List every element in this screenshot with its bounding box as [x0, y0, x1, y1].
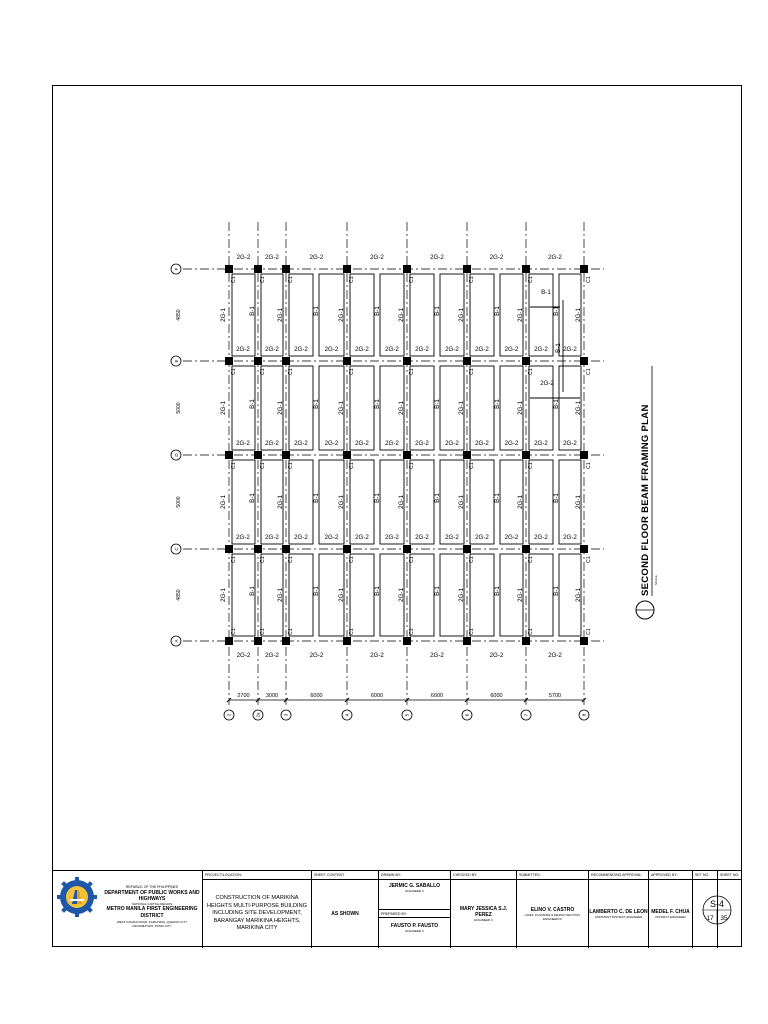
girder-label: 2G-2	[355, 440, 369, 447]
column	[463, 357, 471, 365]
girder-label: 2G-2	[385, 440, 399, 447]
column	[225, 451, 233, 459]
girder-label: 2G-1	[575, 495, 582, 509]
beam-label: B-1	[494, 493, 501, 503]
girder-label: 2G-1	[575, 308, 582, 322]
girder-label: 2G-2	[294, 440, 308, 447]
column-label: C1	[231, 628, 237, 635]
girder-label: 2G-2	[430, 254, 444, 261]
column-label: C1	[469, 628, 475, 635]
submitted-name: ELINO V. CASTRO	[530, 907, 575, 913]
column	[403, 637, 411, 645]
column-label: C1	[231, 556, 237, 563]
column-label: C1	[469, 368, 475, 375]
checked-header: CHECKED BY:	[451, 871, 516, 880]
girder-label: 2G-2	[309, 652, 324, 659]
column-label: C1	[528, 368, 534, 375]
checked-position: ENGINEER II	[474, 918, 493, 922]
column-label: C1	[409, 276, 415, 283]
column-label: C1	[288, 556, 294, 563]
beam-label: B-1	[313, 399, 320, 409]
beam-panel	[529, 366, 553, 450]
girder-label: 2G-1	[517, 588, 524, 602]
girder-label: 2G-2	[534, 534, 548, 541]
grid-bubble-col-label: 5	[404, 713, 410, 717]
girder-label: 2G-2	[385, 346, 399, 353]
girder-label: 2G-2	[324, 534, 339, 541]
girder-label: 2G-2	[504, 346, 519, 353]
agency-region: NATIONAL CAPITAL REGION	[131, 902, 173, 906]
girder-label: 2G-1	[338, 588, 345, 602]
column-label: C1	[586, 462, 592, 469]
girder-label: 2G-2	[265, 440, 279, 447]
column	[580, 265, 588, 273]
column	[282, 357, 290, 365]
column-label: C1	[231, 462, 237, 469]
column-label: C1	[260, 462, 266, 469]
dimension-x-label: 6000	[430, 693, 444, 699]
column-label: C1	[586, 556, 592, 563]
girder-label: 2G-2	[548, 652, 562, 659]
column-label: C1	[586, 628, 592, 635]
approved-cell	[648, 871, 692, 948]
agency-address-2: INFORMATION: PASIG CITY	[132, 924, 172, 928]
column-label: C1	[349, 368, 355, 375]
girder-label: 2G-2	[309, 254, 324, 261]
grid-bubble-row-label: E	[174, 359, 179, 363]
sheet-total: 35	[720, 915, 728, 922]
column	[403, 545, 411, 553]
dimension-x-label: 3000	[265, 693, 279, 699]
column	[522, 637, 530, 645]
submitted-position: CHIEF, PLANNING & DESIGN SECTION, ENGINEER III	[524, 913, 581, 921]
girder-label: 2G-2	[265, 534, 279, 541]
girder-label: 2G-2	[489, 254, 504, 261]
sheet-content-cell	[311, 871, 378, 948]
girder-label: 2G-2	[236, 652, 251, 659]
beam-panel	[410, 554, 434, 636]
girder-label: 2G-1	[277, 308, 284, 322]
girder-label: 2G-1	[517, 308, 524, 322]
column-label: C1	[260, 556, 266, 563]
grid-bubble-row-label: F	[174, 267, 179, 271]
column	[463, 637, 471, 645]
beam-label: B-1	[494, 306, 501, 316]
column	[580, 357, 588, 365]
column	[254, 451, 262, 459]
girder-label: 2G-1	[220, 401, 227, 415]
column	[343, 265, 351, 273]
girder-label: 2G-1	[575, 401, 582, 415]
girder-label: 2G-2	[563, 440, 577, 447]
girder-label: 2G-1	[338, 495, 345, 509]
dimension-y-label: 4850	[176, 589, 182, 601]
column-label: C1	[528, 628, 534, 635]
column-label: C1	[288, 368, 294, 375]
beam-label: B-1	[374, 306, 381, 316]
girder-label: 2G-1	[220, 495, 227, 509]
beam-panel	[470, 274, 494, 356]
column	[225, 357, 233, 365]
column	[343, 637, 351, 645]
dimension-x-label: 2700	[237, 693, 250, 699]
submitted-cell	[516, 871, 588, 948]
girder-label: 2G-1	[277, 495, 284, 509]
column-label: C1	[288, 628, 294, 635]
girder-label: 2G-2	[415, 440, 429, 447]
girder-label: 2G-1	[458, 588, 465, 602]
column	[580, 545, 588, 553]
column-label: C1	[260, 628, 266, 635]
column	[254, 265, 262, 273]
girder-label: 2G-2	[236, 254, 251, 261]
column-label: C1	[231, 276, 237, 283]
girder-label: 2G-1	[277, 401, 284, 415]
beam-panel	[289, 460, 313, 544]
grid-bubble-col-label: 7	[523, 713, 529, 717]
column	[225, 637, 233, 645]
beam-panel	[289, 366, 313, 450]
beam-panel	[529, 460, 553, 544]
girder-label: 2G-2	[370, 652, 384, 659]
column-label: C1	[409, 368, 415, 375]
drawn-position: ENGINEER II	[405, 889, 424, 893]
column	[403, 357, 411, 365]
plan-title-group	[636, 366, 658, 619]
girder-label: 2G-2	[370, 254, 384, 261]
beam-panel	[410, 460, 434, 544]
beam-panel	[289, 274, 313, 356]
approved-header: APPROVED BY:	[649, 871, 692, 880]
checked-cell	[450, 871, 516, 948]
approved-position: DISTRICT ENGINEER	[655, 915, 686, 919]
girder-label: 2G-2	[415, 534, 429, 541]
column	[282, 451, 290, 459]
submitted-header: SUBMITTED:	[517, 871, 588, 880]
project-header: PROJECT/LOCATION:	[203, 871, 311, 880]
beam-panel	[470, 554, 494, 636]
girder-label: 2G-1	[398, 495, 405, 509]
sheet-index: 17	[706, 915, 714, 922]
grid-bubble-col-label: 4	[344, 713, 350, 717]
dimension-y-label: 5000	[176, 496, 182, 508]
girder-label: 2G-2	[236, 440, 250, 447]
column-label: C1	[528, 276, 534, 283]
dimension-lines	[227, 693, 586, 702]
column	[463, 451, 471, 459]
grid-bubble-col-label: 8	[581, 713, 587, 717]
column	[522, 265, 530, 273]
girder-label: 2G-2	[445, 534, 459, 541]
approved-name: MEDEL F. CHUA	[651, 909, 690, 915]
sheet-no-header: SHEET NO.	[718, 871, 742, 880]
column-label: C1	[409, 556, 415, 563]
girder-label: 2G-2	[294, 534, 308, 541]
agency-republic: REPUBLIC OF THE PHILIPPINES	[125, 885, 179, 889]
column	[254, 637, 262, 645]
prepared-header: PREPARED BY:	[379, 909, 450, 918]
beam-label: B-1	[555, 343, 562, 353]
prepared-name: FAUSTO P. FAUSTO	[390, 923, 439, 929]
drawn-prepared-cell	[378, 871, 450, 948]
beam-label: B-1	[434, 306, 441, 316]
column	[463, 545, 471, 553]
girder-label: 2G-2	[548, 254, 562, 261]
beam-label: B-1	[553, 586, 560, 596]
girder-label: 2G-2	[504, 440, 519, 447]
grid-bubble-col-label: 2	[226, 713, 232, 717]
girder-label: 2G-1	[398, 588, 405, 602]
beam-panel	[289, 554, 313, 636]
beam-label: B-1	[249, 399, 256, 409]
set-no-header: SET NO.	[693, 871, 717, 880]
girder-label: 2G-2	[563, 346, 577, 353]
girder-label: 2G-2	[265, 346, 279, 353]
girder-label: 2G-2	[415, 346, 429, 353]
girder-label: 2G-1	[575, 588, 582, 602]
beam-label: B-1	[313, 586, 320, 596]
beam-label: B-1	[249, 493, 256, 503]
girder-label: 2G-2	[445, 346, 459, 353]
girder-label: 2G-2	[324, 346, 339, 353]
girder-label: 2G-2	[430, 652, 444, 659]
beam-label: B-1	[374, 586, 381, 596]
girder-label: 2G-2	[563, 534, 577, 541]
grid-bubble-row-label: A	[174, 639, 179, 643]
sheet-content-text: AS SHOWN	[331, 911, 359, 917]
plan-title: SECOND FLOOR BEAM FRAMING PLAN	[640, 404, 651, 596]
dimension-x-label: 6000	[370, 693, 384, 699]
girder-label: 2G-2	[294, 346, 308, 353]
girder-label: 2G-1	[517, 495, 524, 509]
column-label: C1	[586, 368, 592, 375]
beam-label: B-1	[494, 586, 501, 596]
girder-label: 2G-2	[534, 440, 548, 447]
beam-label: B-1	[553, 306, 560, 316]
column-label: C1	[469, 462, 475, 469]
column	[343, 545, 351, 553]
beam-panel	[410, 274, 434, 356]
column	[522, 451, 530, 459]
column-label: C1	[288, 462, 294, 469]
beam-label: B-1	[494, 399, 501, 409]
beam-label: B-1	[249, 306, 256, 316]
column-label: C1	[528, 462, 534, 469]
sheet-content-header: SHEET CONTENT	[312, 871, 378, 880]
grid-bubble-row-label: D	[174, 453, 179, 457]
girder-label: 2G-1	[458, 401, 465, 415]
girder-label: 2G-2	[385, 534, 399, 541]
column	[522, 545, 530, 553]
girder-label: 2G-2	[236, 534, 250, 541]
column-label: C1	[586, 276, 592, 283]
project-text: CONSTRUCTION OF MARIKINA HEIGHTS MULTI-PURPOSE BUILDING INCLUDING SITE DEVELOPMENT, BARANGAY MARIKINA HEIGHTS, MARIKINA CITY	[207, 895, 307, 932]
title-block	[52, 870, 742, 947]
column	[282, 265, 290, 273]
recommending-header: RECOMMENDING APPROVAL:	[589, 871, 648, 880]
girder-label: 2G-1	[517, 401, 524, 415]
recommending-cell	[588, 871, 648, 948]
agency-address-1: WEST KAMIAS ROAD, KAMUNING, QUEZON CITY	[116, 920, 188, 924]
girder-label: 2G-2	[504, 534, 519, 541]
girder-label: 2G-1	[398, 401, 405, 415]
beam-label: B-1	[249, 586, 256, 596]
column-label: C1	[528, 556, 534, 563]
girder-label: 2G-2	[324, 440, 339, 447]
beam-label: B-1	[434, 493, 441, 503]
girder-label: 2G-1	[398, 308, 405, 322]
column-label: C1	[349, 276, 355, 283]
column-label: C1	[231, 368, 237, 375]
project-cell	[202, 871, 311, 948]
beam-panel	[350, 274, 374, 356]
girder-label: 2G-2	[265, 652, 279, 659]
beam-panel	[350, 460, 374, 544]
column	[225, 545, 233, 553]
girder-label: 2G-2	[355, 534, 369, 541]
checked-name: MARY JESSICA S.J. PEREZ	[459, 906, 508, 918]
girder-label: 2G-1	[220, 308, 227, 322]
beam-label: B-1	[434, 399, 441, 409]
recommending-position: ASSISTANT DISTRICT ENGINEER	[594, 915, 643, 919]
column-label: C1	[409, 462, 415, 469]
sheet-code: S-4	[709, 899, 725, 909]
beam-panel	[350, 366, 374, 450]
grid-bubble-col-label: 3	[283, 713, 289, 717]
beam-panel	[529, 274, 553, 356]
girder-label: 2G-2	[445, 440, 459, 447]
girder-label: 2G-2	[236, 346, 250, 353]
prepared-position: ENGINEER II	[405, 929, 424, 933]
beam-label: B-1	[374, 399, 381, 409]
dimension-y-label: 5000	[176, 402, 182, 414]
column-label: C1	[469, 276, 475, 283]
dimension-x-label: 5700	[548, 693, 562, 699]
girder-label: 2G-2	[265, 254, 279, 261]
agency-district: METRO MANILA FIRST ENGINEERING DISTRICT	[106, 906, 198, 919]
column	[463, 265, 471, 273]
column	[343, 357, 351, 365]
dpwh-seal-icon	[57, 877, 97, 917]
dimension-x-label: 6000	[490, 693, 503, 699]
sheet-number-badge	[692, 880, 742, 948]
column	[522, 357, 530, 365]
column-label: C1	[288, 276, 294, 283]
agency-block	[52, 871, 202, 948]
girder-label: 2G-1	[458, 495, 465, 509]
column	[580, 637, 588, 645]
column	[282, 637, 290, 645]
column-label: C1	[260, 276, 266, 283]
column	[225, 265, 233, 273]
column	[403, 265, 411, 273]
beam-panel	[350, 554, 374, 636]
dimension-y-label: 4850	[176, 309, 182, 321]
column-label: C1	[349, 628, 355, 635]
girder-label: 2G-2	[475, 534, 489, 541]
beam-label: B-1	[313, 493, 320, 503]
girder-label: 2G-2	[355, 346, 369, 353]
column-label: C1	[469, 556, 475, 563]
girder-label: 2G-1	[277, 588, 284, 602]
girder-label: 2G-1	[338, 401, 345, 415]
drawn-name: JERMIC G. SABALLO	[388, 883, 441, 889]
column	[282, 545, 290, 553]
girder-label: 2G-2	[489, 652, 504, 659]
girder-label: 2G-2	[475, 440, 489, 447]
column	[580, 451, 588, 459]
column	[254, 545, 262, 553]
column-label: C1	[349, 556, 355, 563]
girder-label: 2G-1	[458, 308, 465, 322]
girder-label: 2G-1	[220, 588, 227, 602]
grid-bubble-col-label: 6	[464, 713, 470, 717]
column-label: C1	[349, 462, 355, 469]
beam-label: B-1	[434, 586, 441, 596]
grid-bubble-col-label: 2a	[255, 712, 261, 718]
grid-bubble-row-label: C	[174, 547, 179, 551]
plan-scale-note: SCALE	[654, 575, 658, 585]
column	[343, 451, 351, 459]
column	[254, 357, 262, 365]
beam-label: B-1	[553, 493, 560, 503]
girder-label: 2G-2	[534, 346, 548, 353]
column-label: C1	[260, 368, 266, 375]
beam-label: B-1	[313, 306, 320, 316]
beam-panel	[529, 554, 553, 636]
column	[403, 451, 411, 459]
beam-panel	[410, 366, 434, 450]
agency-department: DEPARTMENT OF PUBLIC WORKS AND HIGHWAYS	[104, 890, 200, 902]
beam-label: B-1	[541, 289, 551, 296]
girder-label: 2G-2	[475, 346, 489, 353]
beam-panel	[470, 460, 494, 544]
beam-panel	[470, 366, 494, 450]
girder-label: 2G-2	[540, 380, 554, 387]
column-label: C1	[409, 628, 415, 635]
beam-label: B-1	[374, 493, 381, 503]
drawn-header: DRAWN BY:	[379, 871, 450, 880]
recommending-name: LAMBERTO C. DE LEON	[589, 909, 648, 915]
girder-label: 2G-1	[338, 308, 345, 322]
beam-label: B-1	[553, 399, 560, 409]
dimension-x-label: 6000	[310, 693, 323, 699]
